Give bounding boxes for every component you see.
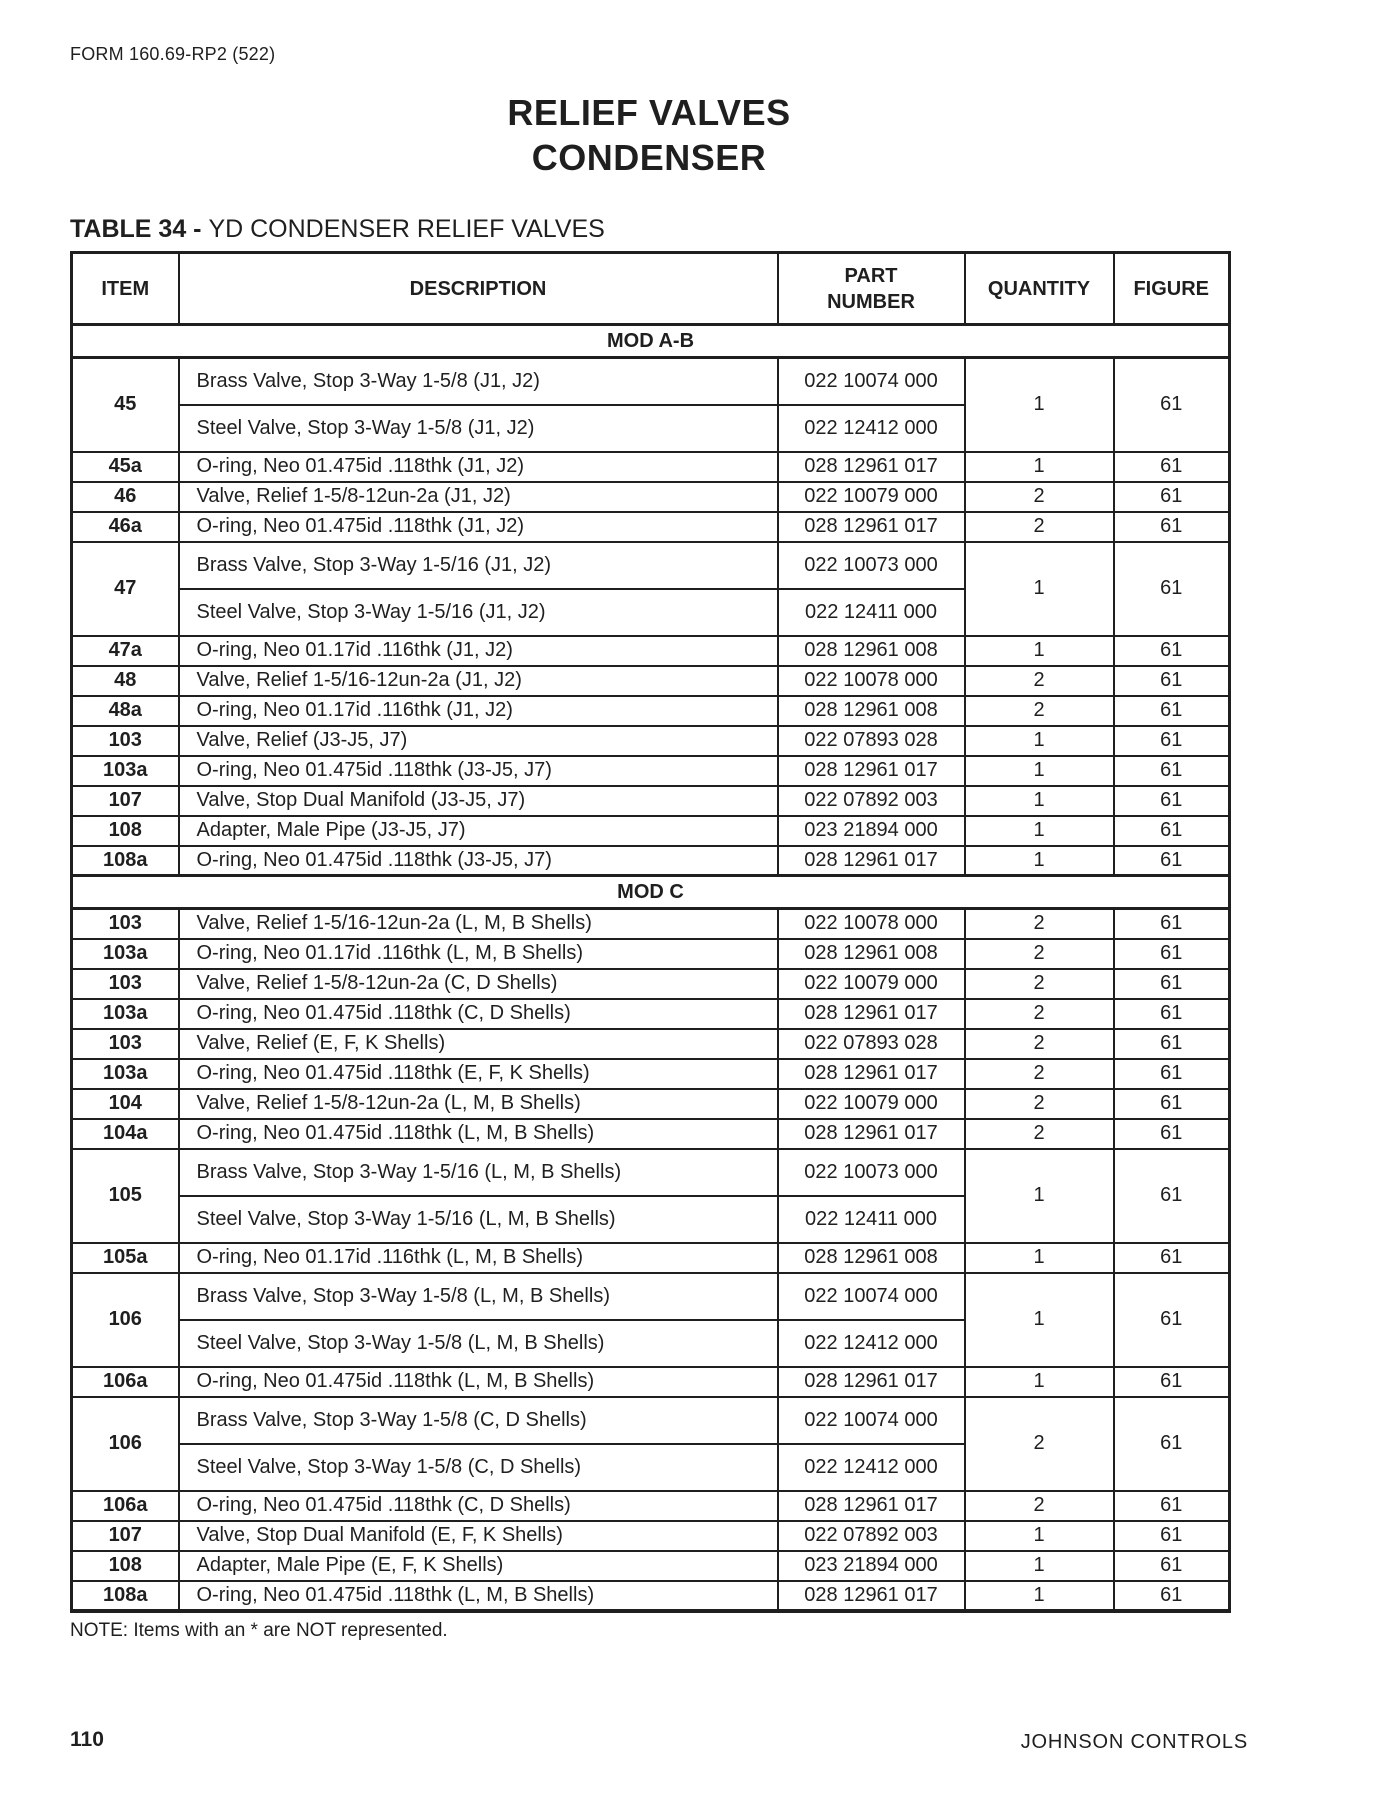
- brand-footer: JOHNSON CONTROLS: [1020, 1731, 1248, 1753]
- table-row: [72, 1581, 1230, 1611]
- part-number-cell: 028 12961 017: [778, 756, 965, 786]
- table-row: [72, 1367, 1230, 1397]
- figure-cell: 61: [1114, 1243, 1230, 1273]
- description-cell: O-ring, Neo 01.475id .118thk (C, D Shells): [179, 1491, 778, 1521]
- table-row: [72, 696, 1230, 726]
- description-cell: O-ring, Neo 01.475id .118thk (C, D Shells): [179, 999, 778, 1029]
- quantity-cell: 1: [965, 1367, 1114, 1397]
- figure-cell: 61: [1114, 816, 1230, 846]
- item-cell: 107: [72, 786, 179, 816]
- table-row: [72, 452, 1230, 482]
- quantity-cell: 1: [965, 1551, 1114, 1581]
- table-row: [72, 939, 1230, 969]
- figure-cell: 61: [1114, 358, 1230, 452]
- quantity-cell: 1: [965, 452, 1114, 482]
- part-number-cell: 022 12411 000: [778, 589, 965, 636]
- part-number-cell: 028 12961 017: [778, 846, 965, 876]
- figure-cell: 61: [1114, 1029, 1230, 1059]
- quantity-cell: 1: [965, 636, 1114, 666]
- quantity-cell: 1: [965, 1581, 1114, 1611]
- description-cell: Steel Valve, Stop 3-Way 1-5/16 (J1, J2): [179, 589, 778, 636]
- quantity-cell: 2: [965, 512, 1114, 542]
- part-number-cell: 022 10073 000: [778, 542, 965, 589]
- figure-cell: 61: [1114, 786, 1230, 816]
- table-row: [72, 1029, 1230, 1059]
- quantity-cell: 2: [965, 969, 1114, 999]
- item-cell: 46: [72, 482, 179, 512]
- description-cell: O-ring, Neo 01.475id .118thk (J1, J2): [179, 452, 778, 482]
- table-row: [72, 726, 1230, 756]
- part-number-cell: 028 12961 017: [778, 1367, 965, 1397]
- table-row: [72, 756, 1230, 786]
- part-number-cell: 028 12961 017: [778, 1059, 965, 1089]
- item-cell: 47a: [72, 636, 179, 666]
- description-cell: O-ring, Neo 01.475id .118thk (L, M, B Shells): [179, 1367, 778, 1397]
- column-header-quantity: QUANTITY: [965, 253, 1114, 325]
- table-row: [72, 969, 1230, 999]
- figure-cell: 61: [1114, 1521, 1230, 1551]
- description-cell: O-ring, Neo 01.475id .118thk (L, M, B Shells): [179, 1581, 778, 1611]
- part-number-cell: 022 10073 000: [778, 1149, 965, 1196]
- item-cell: 48: [72, 666, 179, 696]
- item-cell: 46a: [72, 512, 179, 542]
- page-title-line1: RELIEF VALVES: [507, 92, 791, 133]
- section-label: MOD A-B: [72, 325, 1230, 358]
- part-number-cell: 022 10078 000: [778, 909, 965, 939]
- part-number-cell: 028 12961 017: [778, 1581, 965, 1611]
- item-cell: 45: [72, 358, 179, 452]
- item-cell: 48a: [72, 696, 179, 726]
- item-cell: 108a: [72, 1581, 179, 1611]
- page-number: 110: [70, 1728, 104, 1751]
- part-number-cell: 028 12961 017: [778, 999, 965, 1029]
- table-row: [72, 999, 1230, 1029]
- table-row: [72, 512, 1230, 542]
- description-cell: Adapter, Male Pipe (J3-J5, J7): [179, 816, 778, 846]
- table-row: [72, 1089, 1230, 1119]
- quantity-cell: 1: [965, 846, 1114, 876]
- figure-cell: 61: [1114, 1119, 1230, 1149]
- item-cell: 103a: [72, 756, 179, 786]
- description-cell: Steel Valve, Stop 3-Way 1-5/8 (L, M, B Shells): [179, 1320, 778, 1367]
- form-number: FORM 160.69-RP2 (522): [70, 44, 276, 64]
- figure-cell: 61: [1114, 542, 1230, 636]
- figure-cell: 61: [1114, 1273, 1230, 1367]
- figure-cell: 61: [1114, 1059, 1230, 1089]
- item-cell: 103a: [72, 999, 179, 1029]
- figure-cell: 61: [1114, 846, 1230, 876]
- table-row: [72, 482, 1230, 512]
- figure-cell: 61: [1114, 1491, 1230, 1521]
- part-number-cell: 028 12961 017: [778, 452, 965, 482]
- table-row: [72, 846, 1230, 876]
- description-cell: Valve, Relief 1-5/8-12un-2a (C, D Shells): [179, 969, 778, 999]
- figure-cell: 61: [1114, 1581, 1230, 1611]
- part-number-cell: 022 10078 000: [778, 666, 965, 696]
- item-cell: 108: [72, 816, 179, 846]
- item-cell: 103a: [72, 939, 179, 969]
- table-header-row: [72, 253, 1230, 325]
- section-row: [72, 876, 1230, 909]
- section-row: [72, 325, 1230, 358]
- item-cell: 105: [72, 1149, 179, 1243]
- part-number-cell: 022 12411 000: [778, 1196, 965, 1243]
- description-cell: Valve, Stop Dual Manifold (E, F, K Shells): [179, 1521, 778, 1551]
- description-cell: O-ring, Neo 01.475id .118thk (J3-J5, J7): [179, 756, 778, 786]
- description-cell: Brass Valve, Stop 3-Way 1-5/16 (L, M, B Shells): [179, 1149, 778, 1196]
- part-number-cell: 022 10074 000: [778, 1273, 965, 1320]
- figure-cell: 61: [1114, 909, 1230, 939]
- figure-cell: 61: [1114, 969, 1230, 999]
- item-cell: 106: [72, 1273, 179, 1367]
- column-header-item: ITEM: [72, 253, 179, 325]
- quantity-cell: 2: [965, 482, 1114, 512]
- part-number-cell: 028 12961 017: [778, 1119, 965, 1149]
- figure-cell: 61: [1114, 636, 1230, 666]
- description-cell: Valve, Stop Dual Manifold (J3-J5, J7): [179, 786, 778, 816]
- item-cell: 106a: [72, 1367, 179, 1397]
- item-cell: 107: [72, 1521, 179, 1551]
- part-number-cell: 022 12412 000: [778, 1444, 965, 1491]
- quantity-cell: 2: [965, 1059, 1114, 1089]
- table-row: [72, 1491, 1230, 1521]
- part-number-cell: 028 12961 008: [778, 939, 965, 969]
- quantity-cell: 1: [965, 786, 1114, 816]
- item-cell: 108a: [72, 846, 179, 876]
- item-cell: 45a: [72, 452, 179, 482]
- page-title-line2: CONDENSER: [531, 137, 767, 178]
- figure-cell: 61: [1114, 512, 1230, 542]
- description-cell: O-ring, Neo 01.475id .118thk (L, M, B Shells): [179, 1119, 778, 1149]
- figure-cell: 61: [1114, 1397, 1230, 1491]
- quantity-cell: 2: [965, 1089, 1114, 1119]
- quantity-cell: 1: [965, 816, 1114, 846]
- item-cell: 103: [72, 969, 179, 999]
- table-row: [72, 1521, 1230, 1551]
- figure-cell: 61: [1114, 696, 1230, 726]
- description-cell: O-ring, Neo 01.475id .118thk (J3-J5, J7): [179, 846, 778, 876]
- table-row: [72, 1149, 1230, 1196]
- table-row: [72, 1243, 1230, 1273]
- item-cell: 106a: [72, 1491, 179, 1521]
- table-row: [72, 358, 1230, 405]
- item-cell: 104a: [72, 1119, 179, 1149]
- parts-table: [70, 251, 1231, 1613]
- description-cell: Valve, Relief (E, F, K Shells): [179, 1029, 778, 1059]
- part-number-cell: 028 12961 017: [778, 512, 965, 542]
- quantity-cell: 2: [965, 1119, 1114, 1149]
- item-cell: 103a: [72, 1059, 179, 1089]
- description-cell: O-ring, Neo 01.17id .116thk (J1, J2): [179, 696, 778, 726]
- part-number-cell: 022 10079 000: [778, 482, 965, 512]
- figure-cell: 61: [1114, 666, 1230, 696]
- part-number-cell: 023 21894 000: [778, 816, 965, 846]
- item-cell: 104: [72, 1089, 179, 1119]
- description-cell: Valve, Relief 1-5/16-12un-2a (J1, J2): [179, 666, 778, 696]
- part-number-cell: 022 07893 028: [778, 1029, 965, 1059]
- table-row: [72, 1397, 1230, 1444]
- section-label: MOD C: [72, 876, 1230, 909]
- table-row: [72, 816, 1230, 846]
- page-title: [70, 90, 1228, 180]
- description-cell: O-ring, Neo 01.475id .118thk (E, F, K Shells): [179, 1059, 778, 1089]
- description-cell: Steel Valve, Stop 3-Way 1-5/8 (C, D Shells): [179, 1444, 778, 1491]
- figure-cell: 61: [1114, 1149, 1230, 1243]
- table-row: [72, 1273, 1230, 1320]
- column-header-part-line2: NUMBER: [827, 290, 915, 313]
- quantity-cell: 1: [965, 1243, 1114, 1273]
- table-caption-title: YD CONDENSER RELIEF VALVES: [208, 215, 605, 243]
- description-cell: O-ring, Neo 01.17id .116thk (L, M, B Shells): [179, 939, 778, 969]
- item-cell: 103: [72, 909, 179, 939]
- item-cell: 106: [72, 1397, 179, 1491]
- figure-cell: 61: [1114, 1551, 1230, 1581]
- quantity-cell: 1: [965, 1149, 1114, 1243]
- quantity-cell: 2: [965, 999, 1114, 1029]
- quantity-cell: 1: [965, 1273, 1114, 1367]
- table-row: [72, 542, 1230, 589]
- description-cell: Steel Valve, Stop 3-Way 1-5/16 (L, M, B Shells): [179, 1196, 778, 1243]
- quantity-cell: 1: [965, 726, 1114, 756]
- description-cell: Steel Valve, Stop 3-Way 1-5/8 (J1, J2): [179, 405, 778, 452]
- item-cell: 103: [72, 726, 179, 756]
- part-number-cell: 028 12961 008: [778, 696, 965, 726]
- column-header-part-line1: PART: [844, 264, 898, 287]
- figure-cell: 61: [1114, 1089, 1230, 1119]
- quantity-cell: 2: [965, 939, 1114, 969]
- table-row: [72, 1059, 1230, 1089]
- table-row: [72, 1119, 1230, 1149]
- figure-cell: 61: [1114, 939, 1230, 969]
- figure-cell: 61: [1114, 999, 1230, 1029]
- quantity-cell: 2: [965, 909, 1114, 939]
- table-row: [72, 666, 1230, 696]
- quantity-cell: 2: [965, 696, 1114, 726]
- part-number-cell: 022 12412 000: [778, 1320, 965, 1367]
- description-cell: Adapter, Male Pipe (E, F, K Shells): [179, 1551, 778, 1581]
- column-header-description: DESCRIPTION: [179, 253, 778, 325]
- part-number-cell: 028 12961 017: [778, 1491, 965, 1521]
- part-number-cell: 022 10074 000: [778, 358, 965, 405]
- quantity-cell: 1: [965, 542, 1114, 636]
- part-number-cell: 022 10079 000: [778, 1089, 965, 1119]
- part-number-cell: 028 12961 008: [778, 636, 965, 666]
- table-row: [72, 786, 1230, 816]
- description-cell: O-ring, Neo 01.475id .118thk (J1, J2): [179, 512, 778, 542]
- part-number-cell: 022 07892 003: [778, 786, 965, 816]
- description-cell: Valve, Relief (J3-J5, J7): [179, 726, 778, 756]
- part-number-cell: 022 07892 003: [778, 1521, 965, 1551]
- quantity-cell: 2: [965, 666, 1114, 696]
- description-cell: Valve, Relief 1-5/16-12un-2a (L, M, B Shells): [179, 909, 778, 939]
- table-note: NOTE: Items with an * are NOT represented.: [70, 1620, 448, 1641]
- table-row: [72, 1551, 1230, 1581]
- figure-cell: 61: [1114, 756, 1230, 786]
- description-cell: Valve, Relief 1-5/8-12un-2a (L, M, B Shells): [179, 1089, 778, 1119]
- figure-cell: 61: [1114, 726, 1230, 756]
- figure-cell: 61: [1114, 482, 1230, 512]
- description-cell: O-ring, Neo 01.17id .116thk (J1, J2): [179, 636, 778, 666]
- quantity-cell: 1: [965, 358, 1114, 452]
- quantity-cell: 2: [965, 1397, 1114, 1491]
- quantity-cell: 1: [965, 1521, 1114, 1551]
- quantity-cell: 1: [965, 756, 1114, 786]
- table-row: [72, 909, 1230, 939]
- quantity-cell: 2: [965, 1491, 1114, 1521]
- table-row: [72, 636, 1230, 666]
- description-cell: Brass Valve, Stop 3-Way 1-5/8 (J1, J2): [179, 358, 778, 405]
- item-cell: 103: [72, 1029, 179, 1059]
- part-number-cell: 022 07893 028: [778, 726, 965, 756]
- item-cell: 47: [72, 542, 179, 636]
- description-cell: Brass Valve, Stop 3-Way 1-5/8 (C, D Shells): [179, 1397, 778, 1444]
- part-number-cell: 023 21894 000: [778, 1551, 965, 1581]
- figure-cell: 61: [1114, 452, 1230, 482]
- column-header-part-number: [778, 253, 965, 325]
- table-caption-number: TABLE 34 -: [70, 215, 209, 243]
- column-header-figure: FIGURE: [1114, 253, 1230, 325]
- part-number-cell: 022 12412 000: [778, 405, 965, 452]
- part-number-cell: 022 10079 000: [778, 969, 965, 999]
- quantity-cell: 2: [965, 1029, 1114, 1059]
- description-cell: Valve, Relief 1-5/8-12un-2a (J1, J2): [179, 482, 778, 512]
- item-cell: 108: [72, 1551, 179, 1581]
- part-number-cell: 022 10074 000: [778, 1397, 965, 1444]
- table-body: [72, 325, 1230, 1611]
- part-number-cell: 028 12961 008: [778, 1243, 965, 1273]
- description-cell: Brass Valve, Stop 3-Way 1-5/8 (L, M, B Shells): [179, 1273, 778, 1320]
- table-caption: [70, 214, 605, 244]
- figure-cell: 61: [1114, 1367, 1230, 1397]
- description-cell: O-ring, Neo 01.17id .116thk (L, M, B Shells): [179, 1243, 778, 1273]
- item-cell: 105a: [72, 1243, 179, 1273]
- description-cell: Brass Valve, Stop 3-Way 1-5/16 (J1, J2): [179, 542, 778, 589]
